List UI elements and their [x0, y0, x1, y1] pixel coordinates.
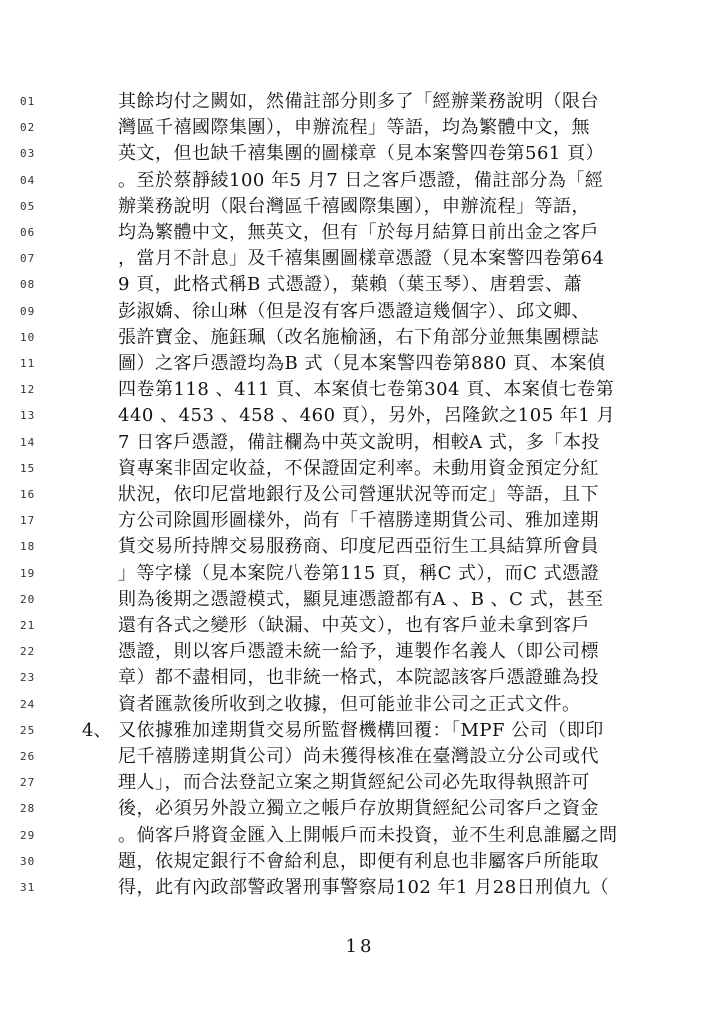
line-number: 16: [20, 488, 36, 501]
text-line: 狀況，依印尼當地銀行及公司營運狀況等而定」等語，且下: [118, 484, 599, 505]
text-line: 四卷第118 、411 頁、本案偵七卷第304 頁、本案偵七卷第: [118, 379, 615, 401]
line-number: 28: [20, 802, 36, 816]
text-line: 7 日客戶憑證，備註欄為中英文說明，相較A 式，多「本投: [118, 431, 600, 453]
line-number: 18: [20, 540, 36, 554]
line-number: 13: [20, 409, 36, 423]
text-line: 題，依規定銀行不會給利息，即便有利息也非屬客戶所能取: [118, 850, 599, 872]
line-number: 30: [20, 854, 36, 868]
line-number: 12: [20, 383, 36, 397]
line-number: 22: [20, 645, 36, 659]
line-number: 24: [20, 697, 36, 711]
text-line: 後，必須另外設立獨立之帳戶存放期貨經紀公司客戶之資金: [118, 798, 599, 820]
line-number: 26: [20, 750, 36, 763]
line-number: 02: [20, 121, 36, 135]
line-number: 14: [20, 435, 36, 449]
text-line: 張許寶金、施鈺珮（改名施榆涵，右下角部分並無集團標誌: [118, 326, 599, 348]
text-line: 。至於蔡靜綾100 年5 月7 日之客戶憑證，備註部分為「經: [118, 169, 604, 191]
line-number: 06: [20, 226, 36, 239]
text-line: 440 、453 、458 、460 頁），另外，呂隆欽之105 年1 月: [118, 405, 616, 427]
line-number: 10: [20, 330, 36, 344]
text-line: 則為後期之憑證模式，顯見連憑證都有A 、B 、C 式，甚至: [118, 588, 604, 610]
text-line: 憑證，則以客戶憑證未統一給予，連製作名義人（即公司標: [118, 641, 599, 663]
line-number: 11: [20, 357, 36, 370]
list-item-marker: 4、: [82, 719, 112, 741]
text-line: 圖）之客戶憑證均為B 式（見本案警四卷第880 頁、本案偵: [118, 353, 606, 374]
line-number: 19: [20, 566, 36, 580]
text-line: 英文，但也缺千禧集團的圖樣章（見本案警四卷第561 頁）: [118, 143, 605, 165]
text-line: 。倘客戶將資金匯入上開帳戶而未投資，並不生利息誰屬之問: [118, 824, 618, 846]
line-number: 05: [20, 199, 36, 213]
text-line: 又依據雅加達期貨交易所監督機構回覆：「MPF 公司（即印: [118, 719, 604, 741]
text-line: 彭淑嬌、徐山琳（但是沒有客戶憑證這幾個字）、邱文卿、: [118, 300, 590, 322]
text-line: 均為繁體中文，無英文，但有「於每月結算日前出金之客戶: [118, 222, 599, 243]
line-number: 20: [20, 592, 36, 606]
text-line: 其餘均付之闕如，然備註部分則多了「經辦業務說明（限台: [118, 91, 599, 112]
line-number: 29: [20, 828, 36, 842]
text-line: ，當月不計息」及千禧集團圖樣章憑證（見本案警四卷第64: [118, 248, 605, 270]
text-line: 資者匯款後所收到之收據，但可能並非公司之正式文件。: [118, 693, 581, 715]
line-number: 25: [20, 723, 36, 737]
text-line: 章）都不盡相同，也非統一格式，本院認該客戶憑證雖為投: [118, 667, 599, 689]
text-line: 辦業務說明（限台灣區千禧國際集團），申辦流程」等語，: [118, 195, 590, 217]
line-number: 07: [20, 252, 36, 266]
line-number: 21: [20, 619, 36, 632]
line-number: 01: [20, 95, 36, 108]
line-number: 08: [20, 278, 36, 292]
text-line: 理人」，而合法登記立案之期貨經紀公司必先取得執照許可: [118, 772, 590, 794]
line-number: 23: [20, 671, 36, 685]
text-line: 資專案非固定收益，不保證固定利率。未動用資金預定分紅: [118, 457, 599, 479]
line-number: 31: [20, 881, 36, 894]
line-number: 27: [20, 776, 36, 790]
text-line: 方公司除圓形圖樣外，尚有「千禧勝達期貨公司、雅加達期: [118, 510, 599, 532]
page-number: 18: [345, 936, 375, 957]
text-line: 得，此有內政部警政署刑事警察局102 年1 月28日刑偵九（: [118, 877, 610, 898]
text-line: 灣區千禧國際集團），申辦流程」等語，均為繁體中文，無: [118, 117, 590, 139]
text-line: 還有各式之變形（缺漏、中英文），也有客戶並未拿到客戶: [118, 615, 590, 636]
text-line: 貨交易所持牌交易服務商、印度尼西亞衍生工具結算所會員: [118, 536, 599, 558]
text-line: 尼千禧勝達期貨公司）尚未獲得核准在臺灣設立分公司或代: [118, 746, 599, 767]
line-number: 09: [20, 304, 36, 318]
text-line: 9 頁，此格式稱B 式憑證），葉賴（葉玉琴）、唐碧雲、蕭: [118, 274, 583, 296]
line-number: 15: [20, 461, 36, 475]
line-number: 03: [20, 147, 36, 161]
line-number: 17: [20, 514, 36, 528]
line-number: 04: [20, 173, 36, 187]
text-line: 」等字樣（見本案院八卷第115 頁，稱C 式），而C 式憑證: [118, 562, 600, 584]
